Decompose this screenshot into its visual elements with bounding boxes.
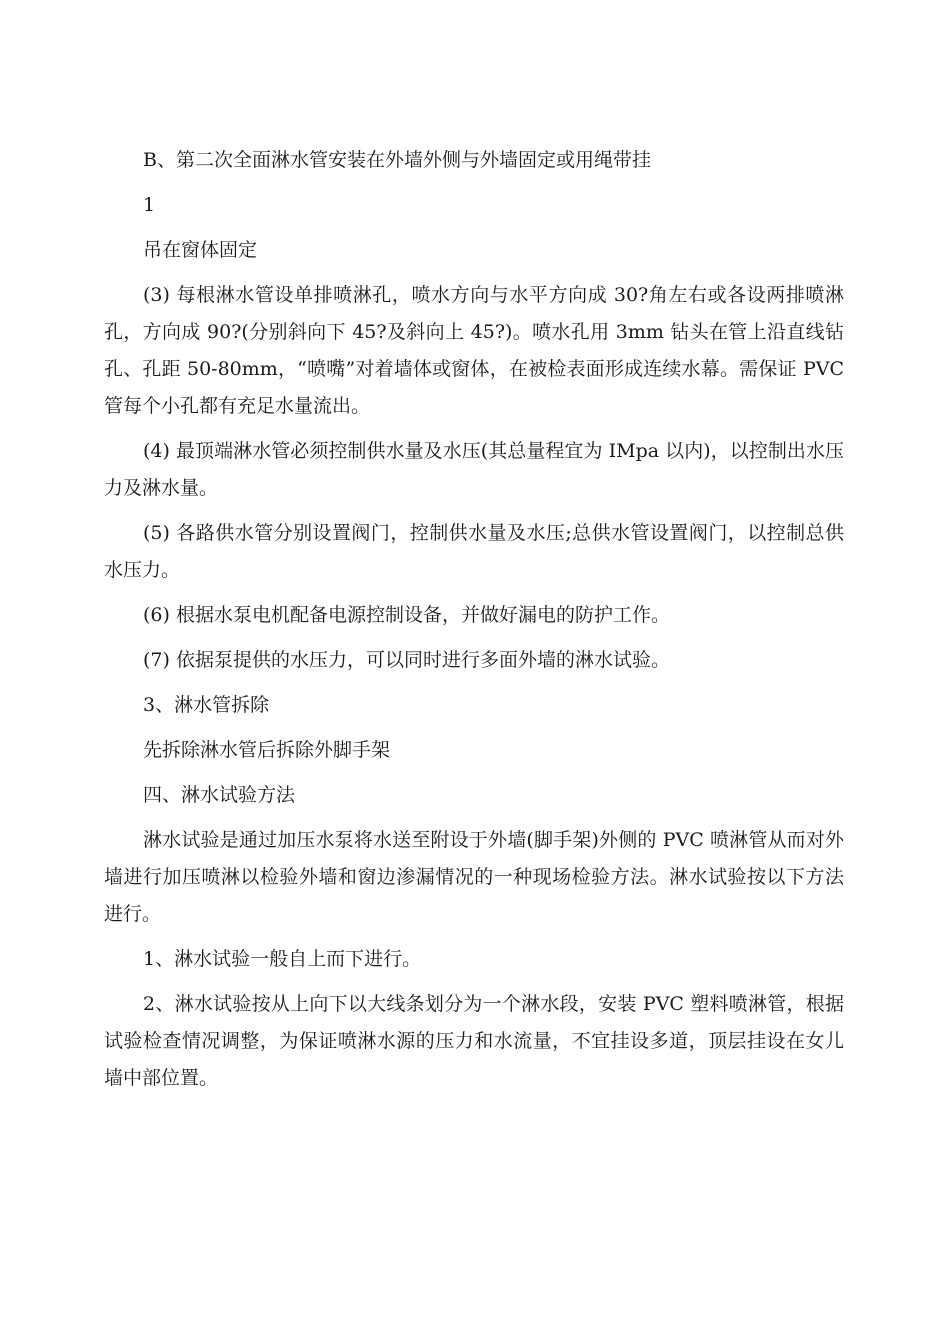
paragraph-item-4: (4) 最顶端淋水管必须控制供水量及水压(其总量程宜为 IMpa 以内)，以控制出水压力及淋水量。 <box>104 440 844 499</box>
heading-test-method: 四、淋水试验方法 <box>143 784 296 806</box>
paragraph-step-1: 1、淋水试验一般自上而下进行。 <box>143 948 422 970</box>
paragraph-removal-order: 先拆除淋水管后拆除外脚手架 <box>143 739 391 761</box>
paragraph-item-7: (7) 依据泵提供的水压力，可以同时进行多面外墙的淋水试验。 <box>143 649 670 671</box>
paragraph-hang-window: 吊在窗体固定 <box>143 239 258 261</box>
heading-pipe-removal: 3、淋水管拆除 <box>143 694 270 716</box>
document-body <box>104 142 844 1105</box>
paragraph-test-description: 淋水试验是通过加压水泵将水送至附设于外墙(脚手架)外侧的 PVC 喷淋管从而对外墙进行加压喷淋以检验外墙和窗边渗漏情况的一种现场检验方法。淋水试验按以下方法进行。 <box>104 829 844 925</box>
paragraph-item-6: (6) 根据水泵电机配备电源控制设备，并做好漏电的防护工作。 <box>143 604 670 626</box>
paragraph-step-2: 2、淋水试验按从上向下以大线条划分为一个淋水段，安装 PVC 塑料喷淋管，根据试验检查情况调整，为保证喷淋水源的压力和水流量，不宜挂设多道，顶层挂设在女儿墙中部位置。 <box>104 993 844 1089</box>
paragraph-item-5: (5) 各路供水管分别设置阀门，控制供水量及水压;总供水管设置阀门，以控制总供水压力。 <box>104 522 844 581</box>
paragraph-b-second-pipe-install: B、第二次全面淋水管安装在外墙外侧与外墙固定或用绳带挂 <box>143 149 651 171</box>
paragraph-number-1: 1 <box>143 194 156 216</box>
paragraph-item-3: (3) 每根淋水管设单排喷淋孔，喷水方向与水平方向成 30?角左右或各设两排喷淋孔，方向成 90?(分别斜向下 45?及斜向上 45?)。喷水孔用 3mm 钻头在管上沿直线钻孔、孔距 50-80mm，“喷嘴”对着墙体或窗体，在被检表面形成连续水幕。需保证 PVC 管每个小孔都有充足水量流出。 <box>104 284 844 417</box>
